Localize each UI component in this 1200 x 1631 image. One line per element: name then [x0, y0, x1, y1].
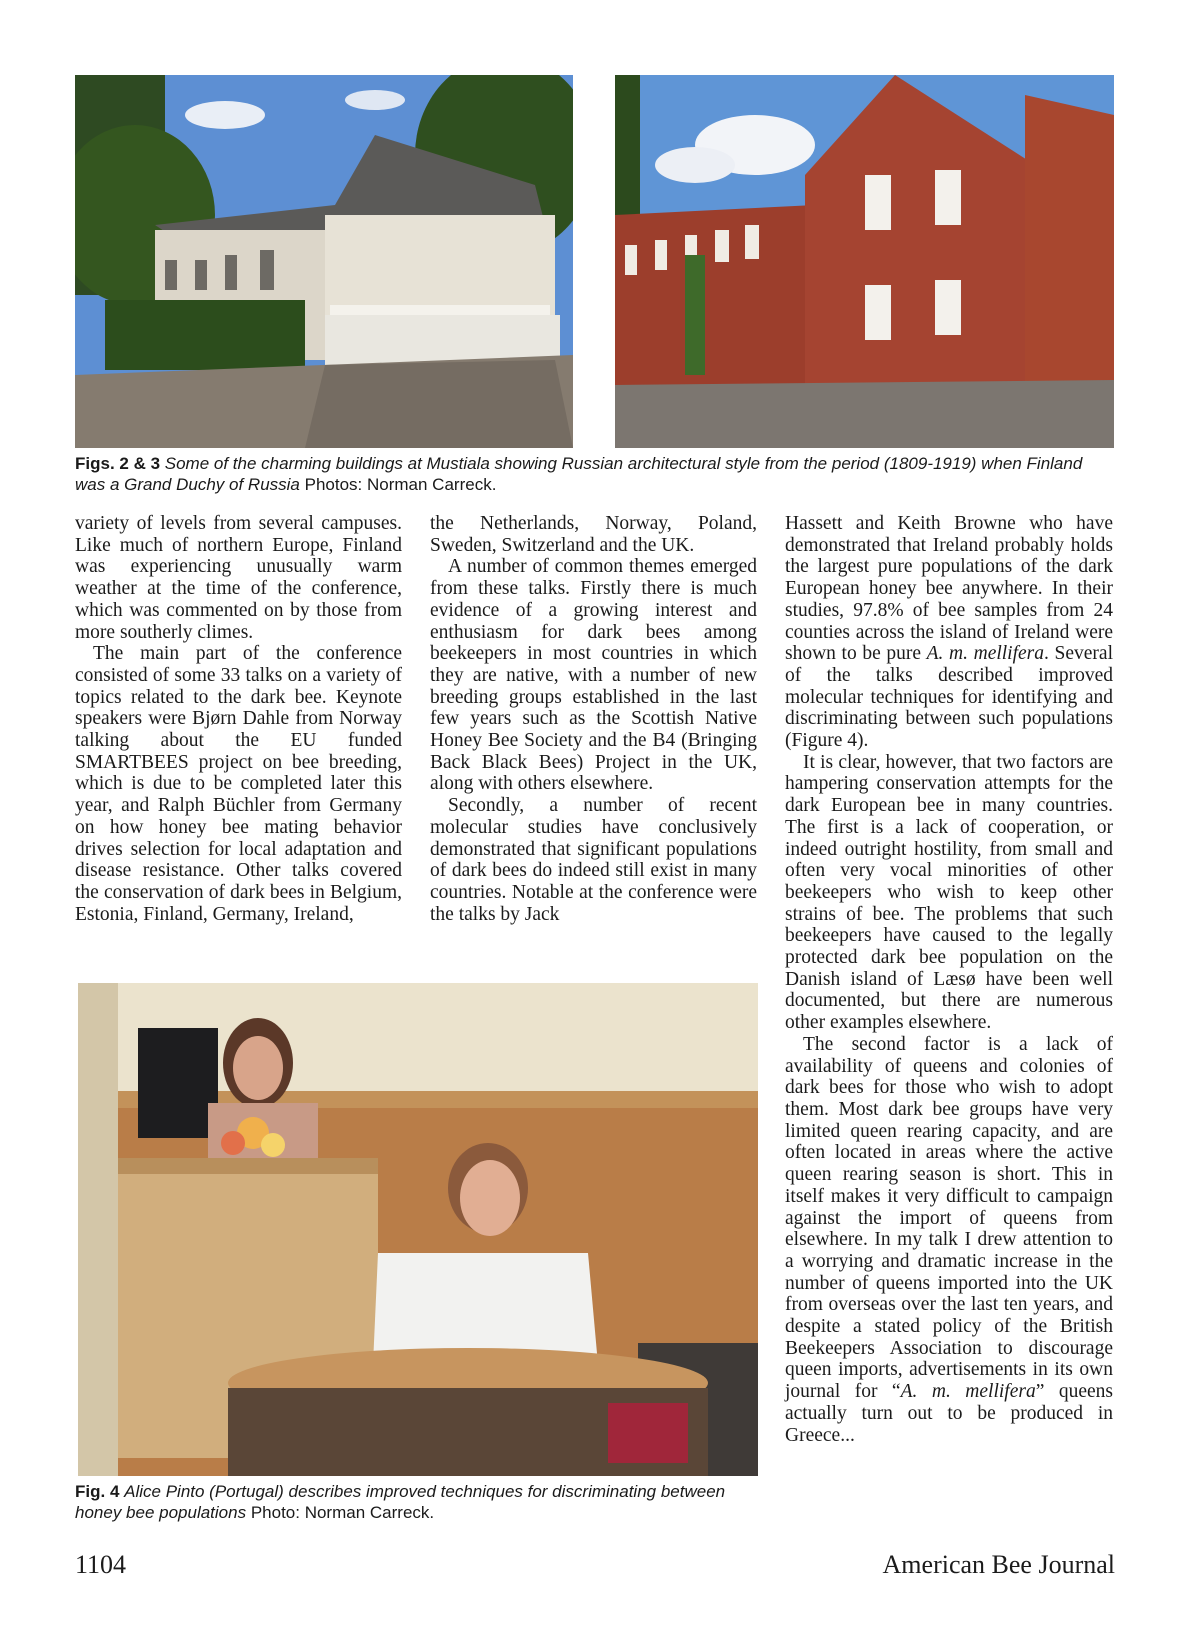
species-name: A. m. mellifera: [926, 643, 1045, 665]
paragraph: [785, 513, 1113, 752]
caption-credit: Photos: Norman Carreck.: [304, 475, 497, 494]
text-run: Hassett and Keith Browne who have demonstrated that Ireland probably holds the largest pure populations of the dark European honey bee anywhere. In their studies, 97.8% of bee samples from 24 counties across the island of Ireland were shown to be pure: [785, 513, 1113, 665]
caption-label: Figs. 2 & 3: [75, 454, 161, 473]
species-name: A. m. mellifera: [900, 1381, 1036, 1403]
fig2-photo: [75, 75, 573, 448]
caption-credit: Photo: Norman Carreck.: [250, 1503, 435, 1522]
text-run: ” queens actually turn out to be produced in Greece...: [785, 1381, 1113, 1446]
paragraph: the Netherlands, Norway, Poland, Sweden, Switzerland and the UK.: [430, 513, 757, 556]
text-run: The second factor is a lack of availability of queens and colonies of dark bees for those who wish to adopt them. Most dark bee groups have very limited queen rearing capacity, and are often located in areas where the active queen rearing season is short. This in itself makes it very difficult to campaign against the import of queens from elsewhere. In my talk I drew attention to a worrying and dramatic increase in the number of queens imported into the UK from overseas over the last ten years, and despite a stated policy of the British Beekeepers Association to discourage queen imports, advertisements in its own journal for “: [785, 1033, 1113, 1403]
caption-description: Some of the charming buildings at Mustiala showing Russian architectural style from the period (1809-1919) when Finland was a Grand Duchy of Russia: [75, 454, 1083, 494]
paragraph: The main part of the conference consisted of some 33 talks on a variety of topics related to the dark bee. Keynote speakers were Bjørn Dahle from Norway talking about the EU funded SMARTBEES project on bee breeding, which is due to be completed later this year, and Ralph Büchler from Germany on how honey bee mating behavior drives selection for local adaptation and disease resistance. Other talks covered the conservation of dark bees in Belgium, Estonia, Finland, Germany, Ireland,: [75, 643, 402, 925]
figs-2-3-caption: [75, 453, 1115, 495]
paragraph: [785, 1034, 1113, 1446]
journal-name: American Bee Journal: [882, 1550, 1115, 1579]
caption-description: Alice Pinto (Portugal) describes improved techniques for discriminating between honey bee populations: [75, 1482, 726, 1522]
text-column-1: [75, 513, 402, 925]
paragraph: A number of common themes emerged from these talks. Firstly there is much evidence of a growing interest and enthusiasm for dark bees among beekeepers in most countries in which they are native, with a number of new breeding groups established in the last few years such as the Scottish Native Honey Bee Society and the B4 (Bringing Back Black Bees) Project in the UK, along with others elsewhere.: [430, 556, 757, 795]
fig4-photo: [78, 983, 758, 1476]
caption-label: Fig. 4: [75, 1482, 120, 1501]
text-run: . Several of the talks described improved molecular techniques for identifying and discriminating between such populations (Figure 4).: [785, 643, 1113, 752]
fig4-caption: [75, 1481, 755, 1523]
text-column-3: [785, 513, 1113, 1446]
text-column-2: [430, 513, 757, 925]
fig3-photo: [615, 75, 1114, 448]
page-number: 1104: [75, 1550, 127, 1579]
paragraph: It is clear, however, that two factors are hampering conservation attempts for the dark European bee in many countries. The first is a lack of cooperation, or indeed outright hostility, from small and often very vocal minorities of other beekeepers who wish to keep other strains of bee. The problems that such beekeepers have caused to the legally protected dark bee population on the Danish island of Læsø have been well documented, but there are numerous other examples elsewhere.: [785, 751, 1113, 1034]
paragraph: variety of levels from several campuses. Like much of northern Europe, Finland was experiencing unusually warm weather at the time of the conference, which was commented on by those from more southerly climes.: [75, 513, 402, 643]
paragraph: Secondly, a number of recent molecular studies have conclusively demonstrated that significant populations of dark bees do indeed still exist in many countries. Notable at the conference were the talks by Jack: [430, 795, 757, 925]
